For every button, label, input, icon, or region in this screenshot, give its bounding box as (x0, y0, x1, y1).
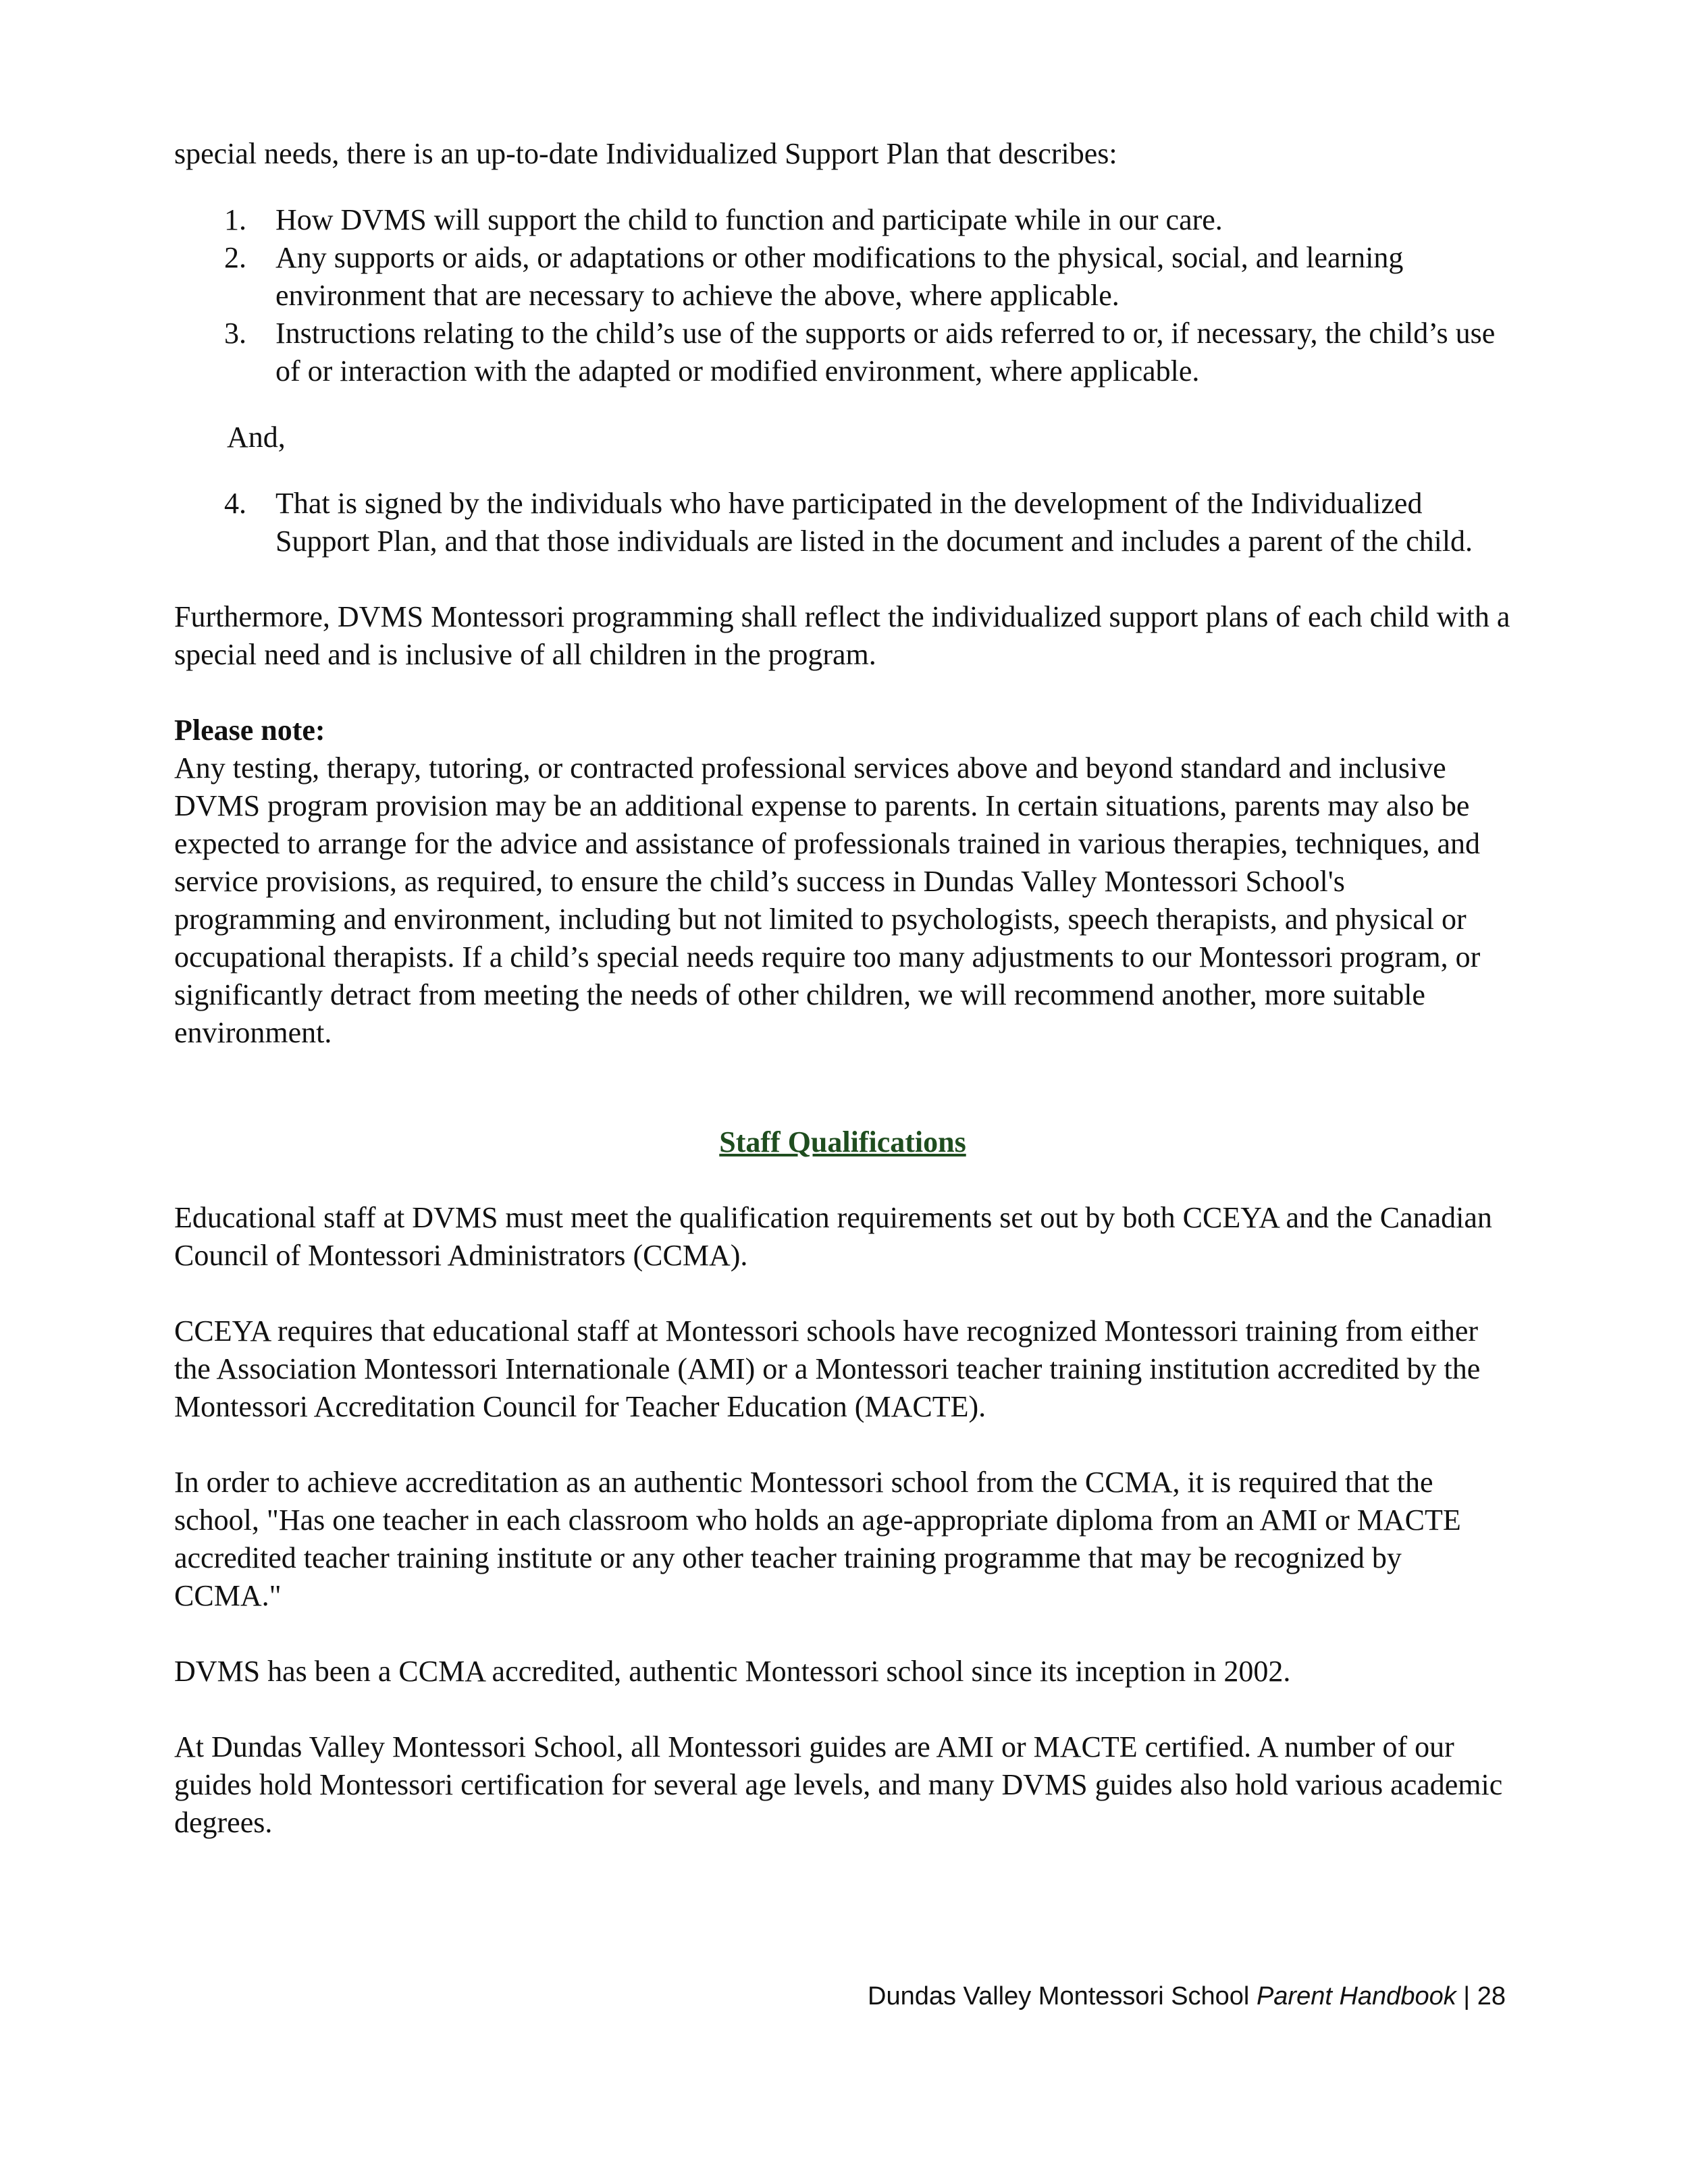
list-item-text: Instructions relating to the child’s use of the supports or aids referred to or, if necessary, the child’s use of or interaction with the adapted or modified environment, where applicable. (275, 317, 1496, 388)
list-item (174, 315, 1511, 390)
footer-separator: | (1463, 1982, 1471, 2010)
list-number: 4. (224, 487, 246, 520)
body-paragraph: Educational staff at DVMS must meet the qualification requirements set out by both CCEYA and the Canadian Council of Montessori Administrators (CCMA). (174, 1201, 1492, 1272)
list-item (174, 201, 1511, 239)
please-note-paragraph: Any testing, therapy, tutoring, or contracted professional services above and beyond standard and inclusive DVMS program provision may be an additional expense to parents. In certain situations, parents may also be expected to arrange for the advice and assistance of professionals trained in various therapies, techniques, and service provisions, as required, to ensure the child’s success in Dundas Valley Montessori School's programming and environment, including but not limited to psychologists, speech therapists, and physical or occupational therapists. If a child’s special needs require too many adjustments to our Montessori program, or significantly detract from meeting the needs of other children, we will recommend another, more suitable environment. (174, 751, 1481, 1049)
body-paragraph: DVMS has been a CCMA accredited, authentic Montessori school since its inception in 2002. (174, 1655, 1291, 1688)
list-item-text: How DVMS will support the child to function and participate while in our care. (275, 203, 1223, 236)
list-item-text: That is signed by the individuals who have participated in the development of the Individualized Support Plan, and that those individuals are listed in the document and includes a parent of the child. (275, 487, 1473, 558)
list-item (174, 239, 1511, 315)
footer-page-number: 28 (1477, 1982, 1506, 2010)
and-text: And, (227, 421, 286, 454)
page-footer (868, 1982, 1506, 2011)
document-page (174, 135, 1511, 1842)
list-number: 3. (224, 317, 246, 350)
signature-list (174, 485, 1511, 560)
footer-document-title: Parent Handbook (1256, 1982, 1456, 2010)
body-paragraph: In order to achieve accreditation as an authentic Montessori school from the CCMA, it is required that the school, "Has one teacher in each classroom who holds an age-appropriate diploma from an AMI or MACTE accredited teacher training institute or any other teacher training programme that may be recognized by CCMA." (174, 1466, 1461, 1612)
intro-paragraph: special needs, there is an up-to-date Individualized Support Plan that describes: (174, 137, 1117, 170)
body-paragraph: CCEYA requires that educational staff at Montessori schools have recognized Montessori training from either the Association Montessori Internationale (AMI) or a Montessori teacher training institution accredited by the Montessori Accreditation Council for Teacher Education (MACTE). (174, 1314, 1481, 1423)
furthermore-paragraph: Furthermore, DVMS Montessori programming shall reflect the individualized support plans of each child with a special need and is inclusive of all children in the program. (174, 600, 1510, 671)
please-note-label: Please note: (174, 714, 325, 747)
body-paragraph: At Dundas Valley Montessori School, all Montessori guides are AMI or MACTE certified. A number of our guides hold Montessori certification for several age levels, and many DVMS guides also hold various academic degrees. (174, 1730, 1503, 1839)
section-heading: Staff Qualifications (719, 1125, 966, 1158)
list-number: 2. (224, 241, 246, 274)
support-plan-list (174, 201, 1511, 390)
footer-school-name: Dundas Valley Montessori School (868, 1982, 1250, 2010)
list-item-text: Any supports or aids, or adaptations or other modifications to the physical, social, and learning environment that are necessary to achieve the above, where applicable. (275, 241, 1404, 312)
list-number: 1. (224, 203, 246, 236)
list-item (174, 485, 1511, 560)
